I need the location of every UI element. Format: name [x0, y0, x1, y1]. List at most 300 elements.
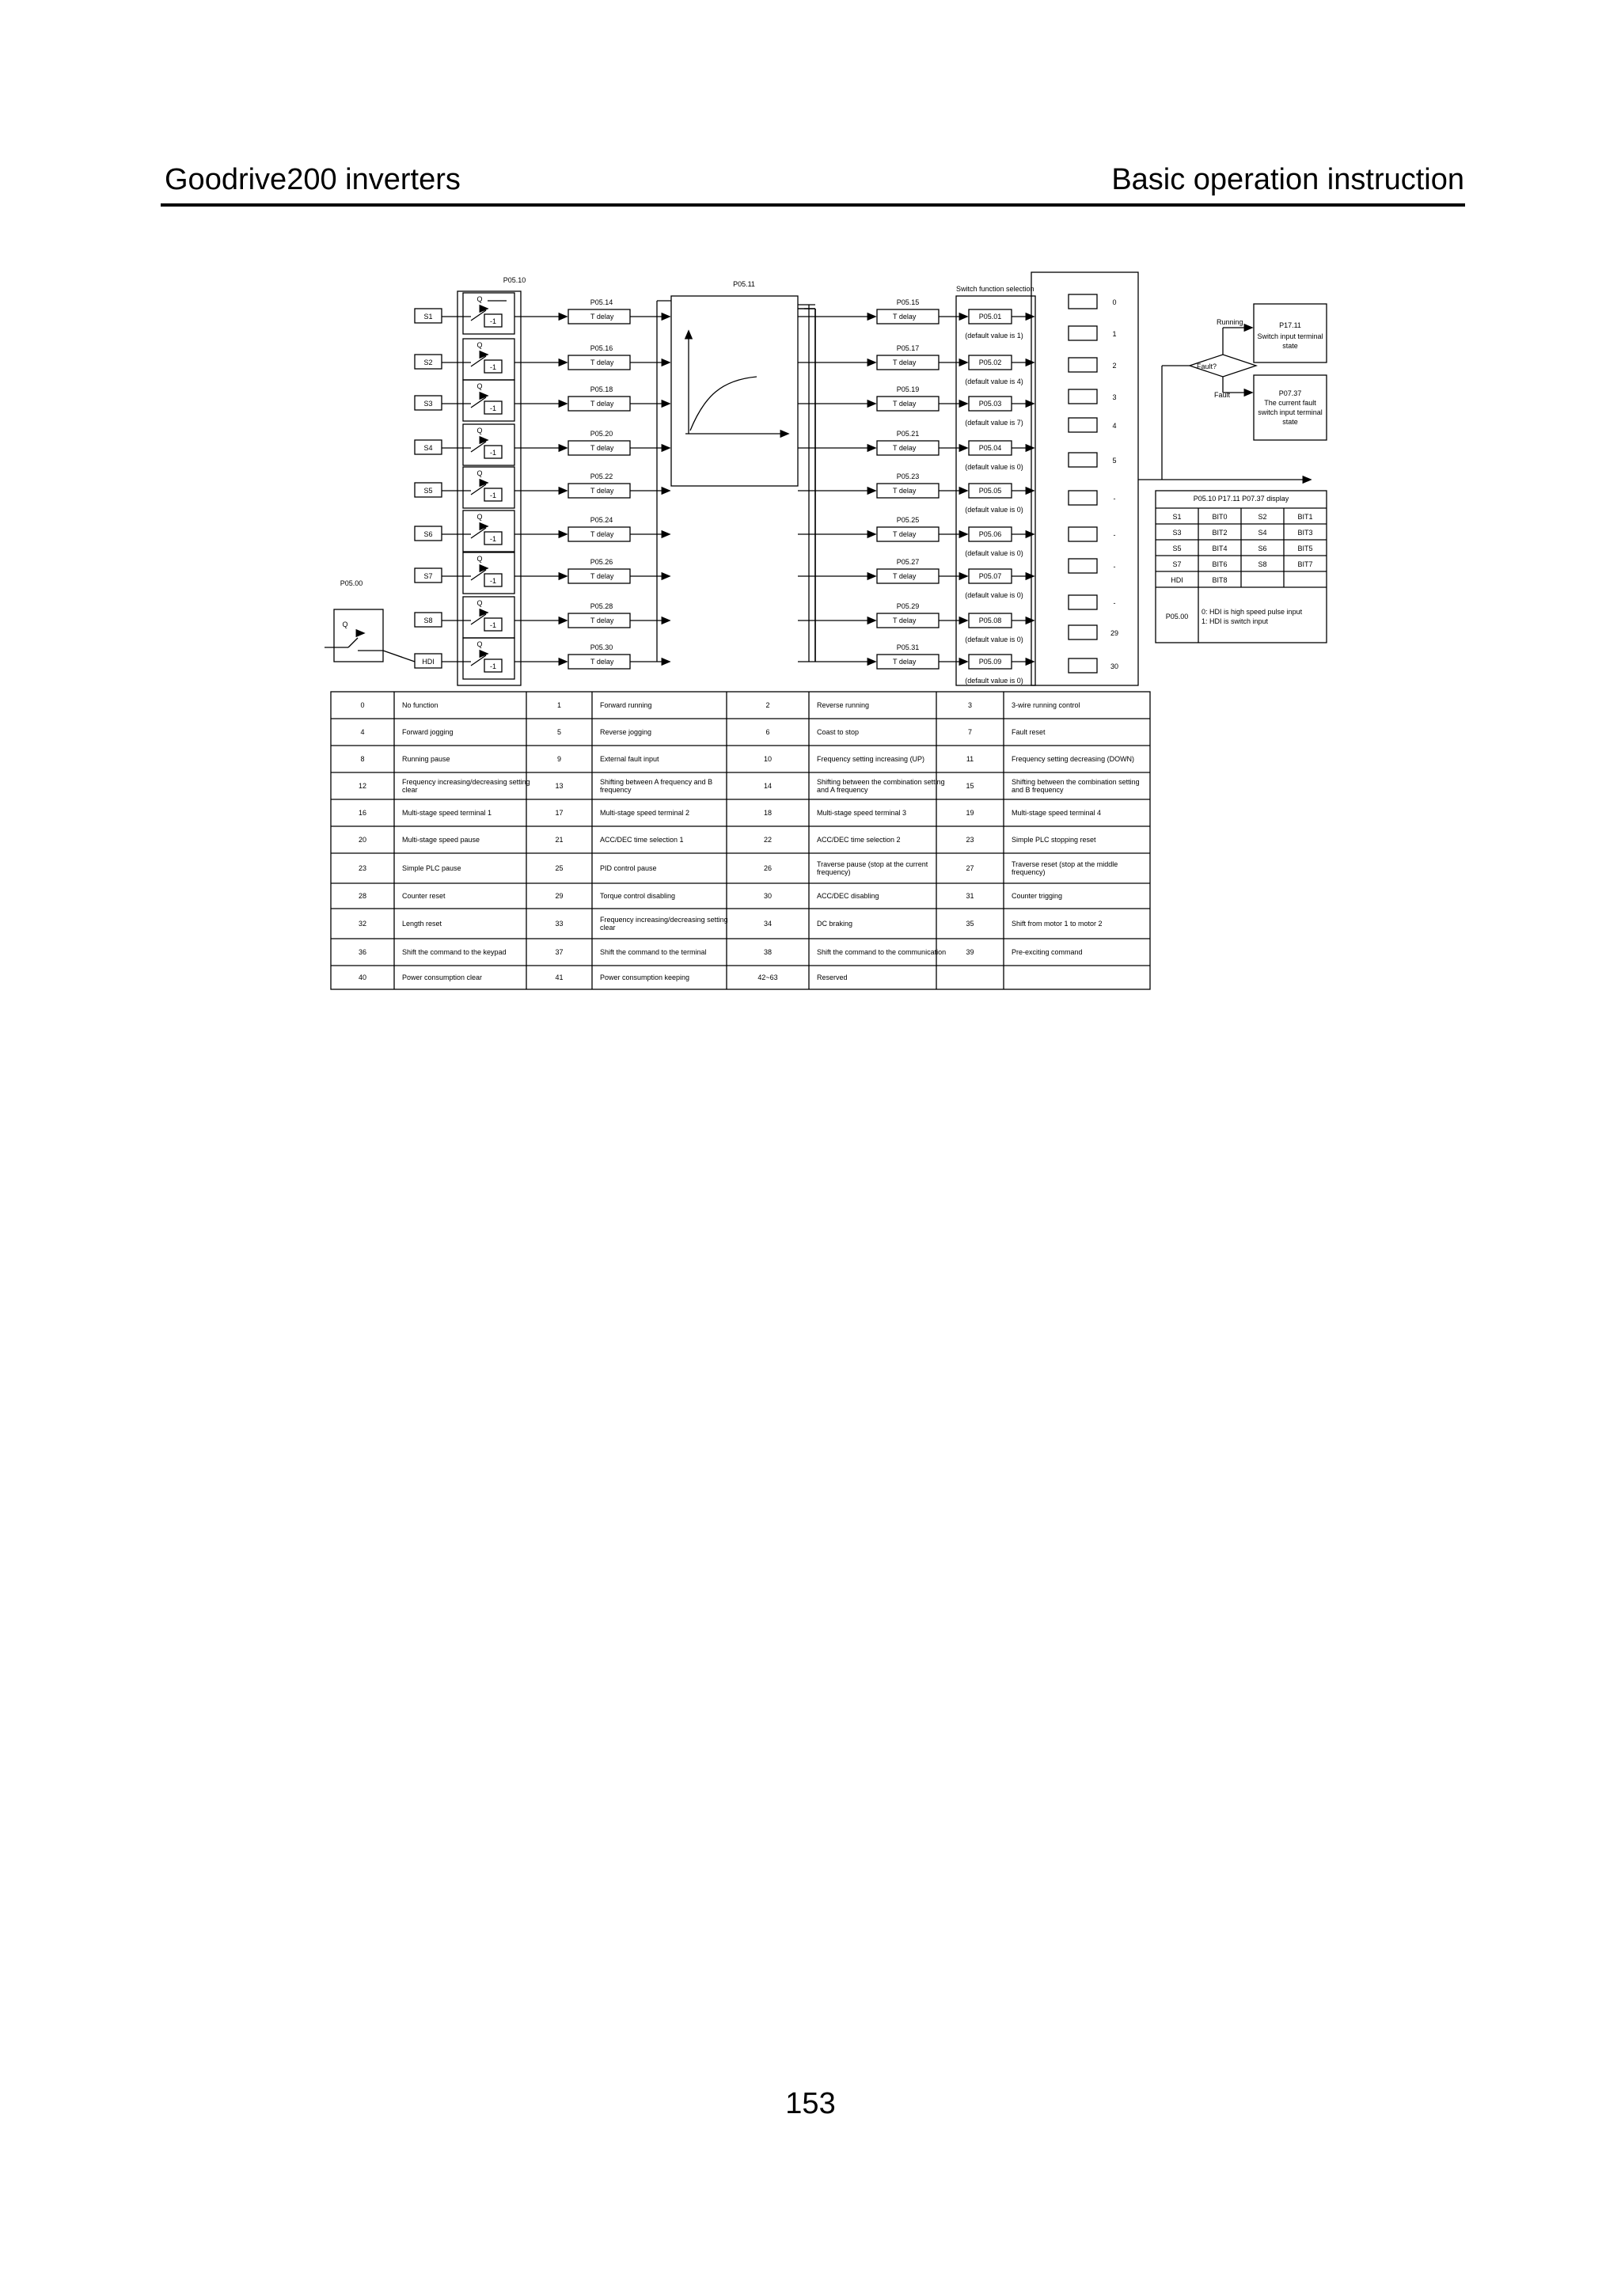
delay-off-param: P05.31 — [896, 643, 920, 651]
delay-off-param: P05.19 — [896, 385, 920, 393]
func-in-arrow — [959, 658, 967, 665]
delay-off-arrow — [867, 658, 875, 665]
delay-param: P05.26 — [590, 558, 613, 566]
func-param-label: P05.01 — [978, 313, 1002, 321]
function-code: 27 — [966, 864, 974, 872]
delay-label: T delay — [590, 617, 614, 624]
filter-curve — [690, 377, 757, 431]
delay-off-arrow — [867, 573, 875, 579]
func-in-arrow — [959, 573, 967, 579]
slot-in-arrow — [1026, 313, 1034, 320]
func-in-arrow — [959, 400, 967, 407]
filter-axis-x-arrow — [780, 431, 788, 437]
function-code: 10 — [763, 755, 773, 763]
function-name: ACC/DEC time selection 2 — [817, 836, 901, 844]
slot-in-arrow — [1026, 531, 1034, 537]
state-box-p0737-desc: switch input terminal — [1258, 408, 1323, 416]
terminal-label: S1 — [423, 313, 433, 321]
state-box-p1711-title: P17.11 — [1279, 321, 1301, 329]
invert-label: -1 — [489, 449, 497, 457]
function-name: Shift the command to the keypad — [402, 948, 507, 956]
switch-arrow — [480, 523, 488, 529]
function-name: Shifting between the combination setting — [1012, 778, 1140, 786]
filter-in-arrow — [662, 658, 670, 665]
function-name: Coast to stop — [817, 728, 860, 736]
function-code: 16 — [358, 809, 367, 817]
function-name: Shift from motor 1 to motor 2 — [1012, 920, 1103, 928]
function-name: Multi-stage speed terminal 1 — [402, 809, 492, 817]
function-slot-box — [1069, 559, 1097, 573]
func-default: (default value is 0) — [965, 506, 1023, 514]
polarity-q: Q — [476, 382, 483, 390]
bit-table-cell: BIT3 — [1297, 529, 1313, 537]
delay-off-label: T delay — [893, 444, 917, 452]
function-slot-box — [1069, 527, 1097, 541]
polarity-q: Q — [476, 513, 483, 521]
polarity-q: Q — [476, 341, 483, 349]
function-name: Shifting between the combination setting — [817, 778, 945, 786]
switch-arrow — [480, 351, 488, 358]
polarity-cell — [463, 638, 514, 679]
delay-in-arrow — [559, 573, 567, 579]
delay-label: T delay — [590, 572, 614, 580]
delay-param: P05.20 — [590, 430, 613, 438]
bit-table-p0500-desc: 0: HDI is high speed pulse input — [1202, 608, 1303, 616]
bit-table-cell: BIT6 — [1212, 560, 1228, 568]
function-name: Reverse running — [817, 701, 870, 709]
terminal-label: S8 — [423, 617, 433, 624]
terminal-label: S5 — [423, 487, 433, 495]
function-code: 18 — [763, 809, 773, 817]
delay-label: T delay — [590, 658, 614, 666]
filter-in-arrow — [662, 359, 670, 366]
function-slot-number: - — [1113, 531, 1116, 539]
bit-table-p0500-desc: 1: HDI is switch input — [1202, 617, 1269, 625]
function-slot-box — [1069, 418, 1097, 432]
terminal-label: S4 — [423, 444, 433, 452]
function-code: 32 — [358, 920, 367, 928]
polarity-cell — [463, 424, 514, 465]
polarity-q: Q — [476, 295, 483, 303]
bit-table-cell: S3 — [1172, 529, 1182, 537]
bit-table-cell: BIT2 — [1212, 529, 1228, 537]
delay-label: T delay — [590, 530, 614, 538]
function-slot-number: 29 — [1110, 629, 1119, 637]
slot-in-arrow — [1026, 445, 1034, 451]
function-name: Traverse pause (stop at the current — [817, 860, 928, 868]
function-name: Traverse reset (stop at the middle — [1012, 860, 1118, 868]
delay-off-label: T delay — [893, 313, 917, 321]
function-name: Simple PLC pause — [402, 864, 461, 872]
function-name: Reserved — [817, 973, 848, 981]
invert-label: -1 — [489, 621, 497, 629]
function-slot-block — [1031, 272, 1138, 685]
delay-off-param: P05.17 — [896, 344, 920, 352]
function-code: 37 — [555, 948, 564, 956]
polarity-switch — [471, 397, 486, 408]
func-default: (default value is 0) — [965, 636, 1023, 643]
func-param-label: P05.06 — [978, 530, 1002, 538]
function-name: ACC/DEC disabling — [817, 892, 879, 900]
slot-in-arrow — [1026, 488, 1034, 494]
polarity-q: Q — [476, 427, 483, 435]
delay-in-arrow — [559, 531, 567, 537]
terminal-label: S3 — [423, 400, 433, 408]
delay-off-label: T delay — [893, 359, 917, 366]
func-param-label: P05.03 — [978, 400, 1002, 408]
delay-in-arrow — [559, 488, 567, 494]
delay-off-arrow — [867, 359, 875, 366]
state-box-p0737-desc: state — [1282, 418, 1298, 426]
slot-in-arrow — [1026, 617, 1034, 624]
delay-off-label: T delay — [893, 487, 917, 495]
function-name: No function — [402, 701, 438, 709]
switch-arrow — [480, 437, 488, 443]
function-name: DC braking — [817, 920, 853, 928]
delay-off-arrow — [867, 400, 875, 407]
filter-in-arrow — [662, 617, 670, 624]
bit-table-cell: BIT1 — [1297, 513, 1313, 521]
bit-table-p0500: P05.00 — [1165, 613, 1189, 620]
polarity-switch — [471, 310, 486, 321]
page-number: 153 — [785, 2087, 836, 2120]
function-name: Forward jogging — [402, 728, 454, 736]
bit-table-cell: S6 — [1258, 545, 1267, 552]
delay-off-label: T delay — [893, 617, 917, 624]
function-code: 38 — [763, 948, 773, 956]
function-name: Frequency increasing/decreasing setting — [402, 778, 530, 786]
func-in-arrow — [959, 617, 967, 624]
bit-table-cell: BIT7 — [1297, 560, 1313, 568]
invert-label: -1 — [489, 577, 497, 585]
header-section: Basic operation instruction — [1111, 163, 1464, 196]
function-code: 42~63 — [757, 973, 778, 981]
function-name: clear — [600, 924, 616, 932]
switch-arrow — [480, 480, 488, 486]
function-name: Length reset — [402, 920, 442, 928]
hdi-mode-param: P05.00 — [340, 579, 363, 587]
hdi-mode-switch — [348, 638, 358, 647]
polarity-cell — [463, 510, 514, 552]
function-code: 8 — [360, 755, 365, 763]
function-code: 2 — [765, 701, 770, 709]
delay-off-param: P05.25 — [896, 516, 920, 524]
delay-param: P05.28 — [590, 602, 613, 610]
function-code: 6 — [765, 728, 770, 736]
polarity-q: Q — [476, 640, 483, 648]
switch-arrow — [480, 393, 488, 399]
function-name: Fault reset — [1012, 728, 1046, 736]
function-slot-box — [1069, 625, 1097, 639]
function-code: 14 — [763, 782, 773, 790]
function-name: Counter trigging — [1012, 892, 1063, 900]
function-code: 31 — [966, 892, 974, 900]
running-arrow — [1244, 324, 1252, 331]
function-slot-box — [1069, 453, 1097, 467]
function-slot-number: 3 — [1112, 393, 1117, 401]
function-slot-box — [1069, 491, 1097, 505]
terminal-label: S6 — [423, 530, 433, 538]
bit-table-cell: HDI — [1171, 576, 1183, 584]
terminal-label: S7 — [423, 572, 433, 580]
func-in-arrow — [959, 313, 967, 320]
function-code: 13 — [555, 782, 564, 790]
func-default: (default value is 0) — [965, 677, 1023, 685]
polarity-cell — [463, 380, 514, 421]
function-code: 17 — [555, 809, 564, 817]
func-in-arrow — [959, 359, 967, 366]
bit-table-cell: S8 — [1258, 560, 1267, 568]
delay-off-param: P05.15 — [896, 298, 920, 306]
function-name: Power consumption keeping — [600, 973, 690, 981]
function-code: 25 — [555, 864, 564, 872]
polarity-switch — [471, 442, 486, 452]
filter-in-arrow — [662, 445, 670, 451]
function-slot-number: - — [1113, 563, 1116, 571]
delay-off-label: T delay — [893, 572, 917, 580]
function-slot-number: 0 — [1112, 298, 1117, 306]
func-in-arrow — [959, 488, 967, 494]
function-code: 22 — [763, 836, 773, 844]
polarity-q: Q — [476, 555, 483, 563]
function-code: 28 — [358, 892, 367, 900]
polarity-cell — [463, 597, 514, 638]
function-code: 39 — [966, 948, 974, 956]
polarity-switch — [471, 484, 486, 495]
hdi-mode-arrow — [356, 630, 364, 636]
function-slot-number: 2 — [1112, 362, 1117, 370]
terminal-label: S2 — [423, 359, 433, 366]
fault-question: Fault? — [1197, 362, 1217, 370]
function-name: clear — [402, 786, 418, 794]
function-name: Frequency increasing/decreasing setting — [600, 916, 728, 924]
function-code: 35 — [966, 920, 974, 928]
func-in-arrow — [959, 531, 967, 537]
function-code: 33 — [555, 920, 564, 928]
polarity-switch — [471, 528, 486, 538]
function-code: 15 — [966, 782, 974, 790]
invert-label: -1 — [489, 317, 497, 325]
polarity-q: Q — [476, 599, 483, 607]
function-name: Reverse jogging — [600, 728, 652, 736]
function-name: frequency) — [1012, 868, 1046, 876]
delay-off-label: T delay — [893, 400, 917, 408]
function-name: Multi-stage speed terminal 2 — [600, 809, 690, 817]
func-default: (default value is 4) — [965, 378, 1023, 385]
delay-off-param: P05.29 — [896, 602, 920, 610]
func-default: (default value is 0) — [965, 549, 1023, 557]
function-name: and A frequency — [817, 786, 868, 794]
running-label: Running — [1217, 318, 1243, 326]
invert-label: -1 — [489, 535, 497, 543]
slot-in-arrow — [1026, 400, 1034, 407]
delay-label: T delay — [590, 400, 614, 408]
function-name: PID control pause — [600, 864, 657, 872]
function-slot-box — [1069, 595, 1097, 609]
delay-off-arrow — [867, 531, 875, 537]
fault-arrow — [1244, 389, 1252, 396]
delay-in-arrow — [559, 313, 567, 320]
function-code: 0 — [360, 701, 365, 709]
bit-table-cell: BIT0 — [1212, 513, 1228, 521]
function-code: 23 — [966, 836, 974, 844]
delay-off-arrow — [867, 488, 875, 494]
hdi-mode-to-hdi — [383, 651, 415, 662]
function-code: 7 — [967, 728, 973, 736]
function-name: Frequency setting increasing (UP) — [817, 755, 925, 763]
func-param-label: P05.04 — [978, 444, 1002, 452]
switch-arrow — [480, 306, 488, 312]
switch-arrow — [480, 609, 488, 616]
function-code: 26 — [763, 864, 773, 872]
function-code: 5 — [556, 728, 562, 736]
function-slot-box — [1069, 358, 1097, 372]
function-slot-box — [1069, 389, 1097, 404]
polarity-switch — [471, 614, 486, 624]
function-name: Torque control disabling — [600, 892, 676, 900]
function-code: 3 — [967, 701, 973, 709]
polarity-cell — [463, 293, 514, 334]
func-default: (default value is 0) — [965, 591, 1023, 599]
function-name: Pre-exciting command — [1012, 948, 1083, 956]
fault-label: Fault — [1214, 391, 1231, 399]
function-name: Shifting between A frequency and B — [600, 778, 713, 786]
delay-label: T delay — [590, 359, 614, 366]
function-code: 9 — [556, 755, 562, 763]
function-slot-number: - — [1113, 495, 1116, 503]
filter-in-arrow — [662, 531, 670, 537]
delay-off-param: P05.23 — [896, 472, 920, 480]
function-code: 40 — [358, 973, 367, 981]
filter-axis-y-arrow — [685, 331, 692, 339]
polarity-switch — [471, 570, 486, 580]
function-slot-number: 4 — [1112, 422, 1117, 430]
delay-label: T delay — [590, 487, 614, 495]
terminal-label: HDI — [422, 658, 435, 666]
delay-off-label: T delay — [893, 530, 917, 538]
delay-in-arrow — [559, 445, 567, 451]
delay-param: P05.24 — [590, 516, 613, 524]
invert-label: -1 — [489, 491, 497, 499]
delay-off-label: T delay — [893, 658, 917, 666]
function-code: 36 — [358, 948, 367, 956]
func-param-label: P05.05 — [978, 487, 1002, 495]
function-name: Forward running — [600, 701, 652, 709]
bit-table-cell: BIT8 — [1212, 576, 1228, 584]
func-default: (default value is 1) — [965, 332, 1023, 340]
delay-param: P05.14 — [590, 298, 613, 306]
function-name: 3-wire running control — [1012, 701, 1080, 709]
function-name: frequency — [600, 786, 632, 794]
function-name: Simple PLC stopping reset — [1012, 836, 1096, 844]
function-name: Multi-stage speed terminal 4 — [1012, 809, 1102, 817]
function-name: Frequency setting decreasing (DOWN) — [1012, 755, 1135, 763]
polarity-cell — [463, 339, 514, 380]
function-name: Shift the command to the terminal — [600, 948, 707, 956]
delay-in-arrow — [559, 617, 567, 624]
delay-in-arrow — [559, 658, 567, 665]
bit-table-cell: S4 — [1258, 529, 1267, 537]
delay-label: T delay — [590, 444, 614, 452]
function-name: Shift the command to the communication — [817, 948, 947, 956]
delay-param: P05.30 — [590, 643, 613, 651]
state-box-p0737-desc: The current fault — [1264, 399, 1316, 407]
bit-table-header: P05.10 P17.11 P07.37 display — [1193, 495, 1289, 503]
switch-arrow — [480, 651, 488, 657]
function-slot-number: - — [1113, 599, 1116, 607]
func-in-arrow — [959, 445, 967, 451]
func-param-label: P05.08 — [978, 617, 1002, 624]
function-name: Running pause — [402, 755, 450, 763]
bit-table-cell: S1 — [1172, 513, 1182, 521]
function-code: 12 — [358, 782, 367, 790]
bit-table-cell: S7 — [1172, 560, 1182, 568]
function-name: ACC/DEC time selection 1 — [600, 836, 684, 844]
delay-in-arrow — [559, 400, 567, 407]
polarity-switch — [471, 356, 486, 366]
function-name: Multi-stage speed pause — [402, 836, 480, 844]
function-select-title: Switch function selection — [956, 285, 1034, 293]
state-box-p0737 — [1254, 375, 1327, 440]
function-slot-box — [1069, 658, 1097, 673]
function-name: Power consumption clear — [402, 973, 483, 981]
filter-in-arrow — [662, 573, 670, 579]
delay-param: P05.18 — [590, 385, 613, 393]
state-box-p0737-title: P07.37 — [1278, 389, 1302, 397]
hdi-mode-q: Q — [342, 620, 348, 628]
invert-label: -1 — [489, 662, 497, 670]
function-code: 11 — [966, 755, 974, 763]
delay-off-arrow — [867, 313, 875, 320]
header-title: Goodrive200 inverters — [165, 163, 461, 196]
filter-title: P05.11 — [733, 280, 755, 288]
delay-off-arrow — [867, 617, 875, 624]
function-code: 34 — [763, 920, 773, 928]
filter-in-arrow — [662, 313, 670, 320]
bit-table-cell: BIT4 — [1212, 545, 1228, 552]
delay-off-param: P05.21 — [896, 430, 920, 438]
function-code: 4 — [360, 728, 365, 736]
func-default: (default value is 7) — [965, 419, 1023, 427]
function-code: 1 — [556, 701, 562, 709]
function-code: 19 — [966, 809, 974, 817]
function-slot-number: 30 — [1110, 662, 1119, 670]
function-code: 21 — [555, 836, 564, 844]
delay-param: P05.22 — [590, 472, 613, 480]
function-code: 20 — [358, 836, 367, 844]
delay-off-param: P05.27 — [896, 558, 920, 566]
polarity-cell — [463, 467, 514, 508]
func-param-label: P05.02 — [978, 359, 1002, 366]
func-default: (default value is 0) — [965, 463, 1023, 471]
function-code: 41 — [555, 973, 564, 981]
slot-in-arrow — [1026, 573, 1034, 579]
function-name: and B frequency — [1012, 786, 1064, 794]
delay-label: T delay — [590, 313, 614, 321]
filter-block — [671, 296, 798, 486]
function-code: 30 — [763, 892, 773, 900]
invert-label: -1 — [489, 404, 497, 412]
function-slot-box — [1069, 326, 1097, 340]
slot-in-arrow — [1026, 359, 1034, 366]
function-name: Multi-stage speed terminal 3 — [817, 809, 907, 817]
state-box-p1711-desc: state — [1282, 342, 1298, 350]
function-slot-box — [1069, 294, 1097, 309]
bit-table-cell: BIT5 — [1297, 545, 1313, 552]
func-param-label: P05.09 — [978, 658, 1002, 666]
output-arrow — [1303, 476, 1311, 483]
function-name: Counter reset — [402, 892, 446, 900]
